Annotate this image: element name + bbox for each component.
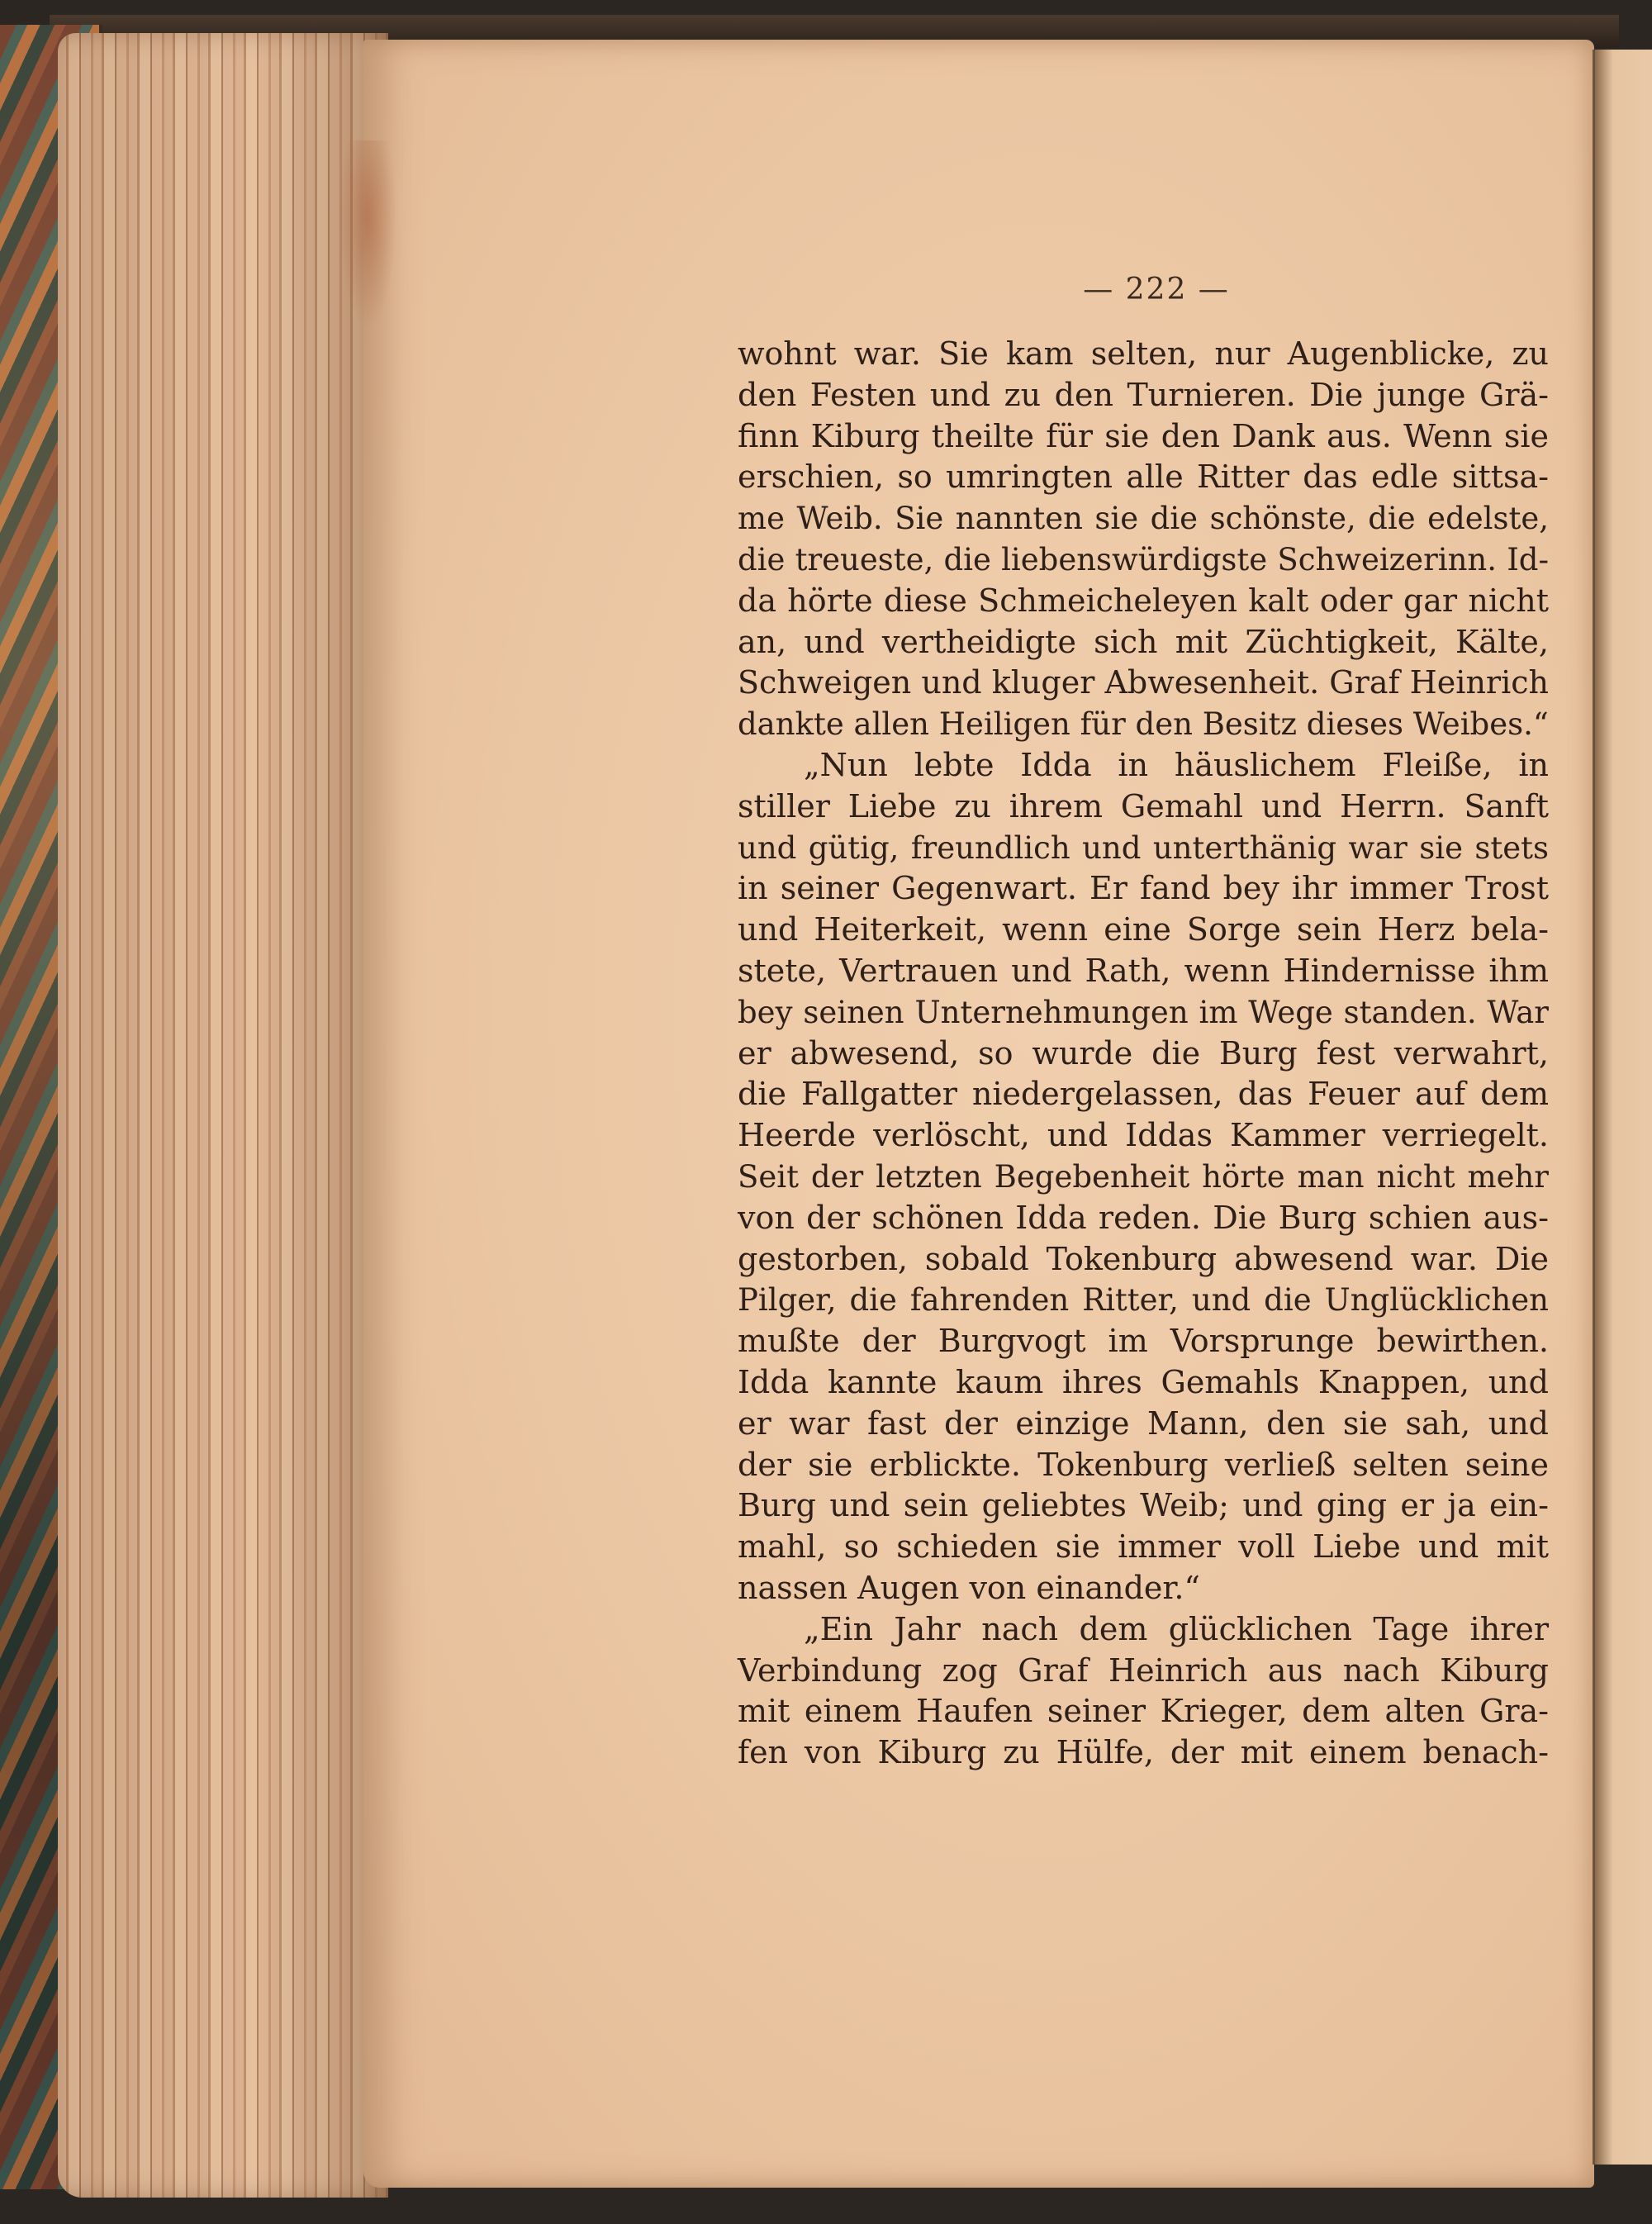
text-line: „Ein Jahr nach dem glücklichen Tage ihrer bbox=[804, 1610, 1549, 1647]
text-line: bey seinen Unternehmungen im Wege standen. War bbox=[738, 994, 1549, 1030]
text-line: da hörte diese Schmeicheleyen kalt oder gar nicht bbox=[738, 582, 1549, 619]
text-line: mit einem Haufen seiner Krieger, dem alten Gra- bbox=[738, 1693, 1549, 1730]
text-line: fen von Kiburg zu Hülfe, der mit einem benach- bbox=[738, 1734, 1549, 1771]
text-line: erschien, so umringten alle Ritter das edle sittsa- bbox=[738, 459, 1549, 496]
text-line: finn Kiburg theilte für sie den Dank aus. Wenn sie bbox=[738, 417, 1549, 454]
text-line: er abwesend, so wurde die Burg fest verwahrt, bbox=[738, 1034, 1549, 1072]
text-line: in seiner Gegenwart. Er fand bey ihr immer Trost bbox=[738, 870, 1549, 907]
text-line: und Heiterkeit, wenn eine Sorge sein Herz bela- bbox=[738, 911, 1549, 948]
page-stain bbox=[339, 140, 396, 330]
text-line: wohnt war. Sie kam selten, nur Augenblicke, zu bbox=[738, 335, 1549, 372]
text-line: Idda kannte kaum ihres Gemahls Knappen, und bbox=[738, 1363, 1549, 1400]
page-edges bbox=[58, 33, 388, 2198]
text-line: mahl, so schieden sie immer voll Liebe und mit bbox=[738, 1528, 1549, 1566]
text-line: stiller Liebe zu ihrem Gemahl und Herrn. Sanft bbox=[738, 787, 1549, 824]
text-line: dankte allen Heiligen für den Besitz dieses Weibes.“ bbox=[738, 706, 1549, 743]
text-line: Schweigen und kluger Abwesenheit. Graf Heinrich bbox=[738, 664, 1549, 701]
text-line: der sie erblickte. Tokenburg verließ selten seine bbox=[738, 1446, 1549, 1483]
text-line: nassen Augen von einander.“ bbox=[738, 1569, 1200, 1606]
text-line: er war fast der einzige Mann, den sie sah, und bbox=[738, 1404, 1549, 1442]
text-line: Burg und sein geliebtes Weib; und ging er ja ein- bbox=[738, 1487, 1549, 1524]
text-line: den Festen und zu den Turnieren. Die junge Grä- bbox=[738, 376, 1549, 413]
text-line: „Nun lebte Idda in häuslichem Fleiße, in bbox=[804, 746, 1549, 783]
text-line: stete, Vertrauen und Rath, wenn Hindernisse ihm bbox=[738, 952, 1549, 989]
body-text bbox=[738, 334, 1549, 1774]
text-line: an, und vertheidigte sich mit Züchtigkeit, Kälte, bbox=[738, 623, 1549, 660]
text-line: und gütig, freundlich und unterthänig war sie stets bbox=[738, 829, 1549, 866]
text-line: gestorben, sobald Tokenburg abwesend war. Die bbox=[738, 1240, 1549, 1277]
page-number: — 222 — bbox=[1083, 273, 1230, 307]
text-line: me Weib. Sie nannten sie die schönste, die edelste, bbox=[738, 501, 1549, 537]
text-line: von der schönen Idda reden. Die Burg schien aus- bbox=[738, 1199, 1549, 1236]
text-line: mußte der Burgvogt im Vorsprunge bewirthen. bbox=[738, 1323, 1549, 1360]
next-page-edge bbox=[1593, 50, 1652, 2165]
text-line: die Fallgatter niedergelassen, das Feuer auf dem bbox=[738, 1076, 1549, 1113]
text-line: Verbindung zog Graf Heinrich aus nach Kiburg bbox=[738, 1651, 1549, 1689]
text-line: die treueste, die liebenswürdigste Schweizerinn. Id- bbox=[738, 541, 1549, 577]
text-line: Seit der letzten Begebenheit hörte man nicht mehr bbox=[738, 1158, 1549, 1195]
text-line: Heerde verlöscht, und Iddas Kammer verriegelt. bbox=[738, 1117, 1549, 1154]
text-line: Pilger, die fahrenden Ritter, und die Unglücklichen bbox=[738, 1282, 1549, 1319]
